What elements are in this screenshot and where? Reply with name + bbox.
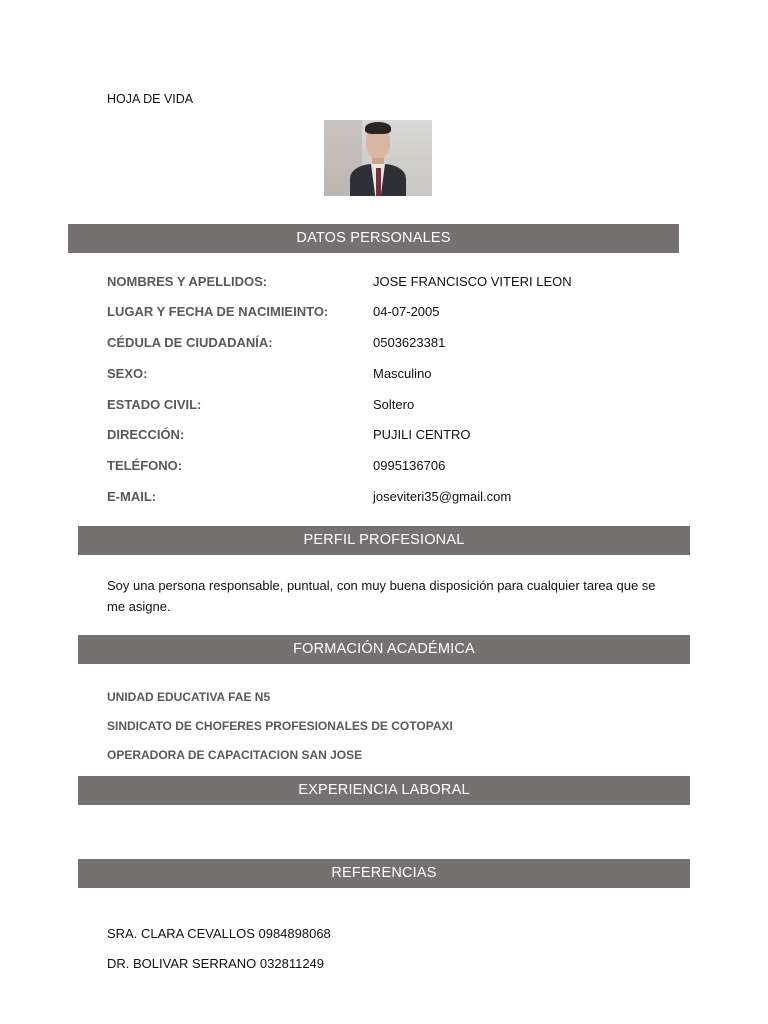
label-nombres: NOMBRES Y APELLIDOS: bbox=[107, 274, 268, 289]
value-estado-civil: Soltero bbox=[373, 397, 415, 412]
education-item: OPERADORA DE CAPACITACION SAN JOSE bbox=[107, 748, 363, 762]
label-sexo: SEXO: bbox=[107, 366, 148, 381]
education-item: SINDICATO DE CHOFERES PROFESIONALES DE COTOPAXI bbox=[107, 719, 453, 733]
value-telefono: 0995136706 bbox=[373, 458, 446, 473]
value-sexo: Masculino bbox=[373, 366, 432, 381]
section-header-formacion-academica: FORMACIÓN ACADÉMICA bbox=[78, 635, 690, 664]
section-header-referencias: REFERENCIAS bbox=[78, 859, 690, 888]
value-email: joseviteri35@gmail.com bbox=[373, 489, 512, 504]
document-title: HOJA DE VIDA bbox=[107, 92, 194, 106]
section-header-perfil-profesional: PERFIL PROFESIONAL bbox=[78, 526, 690, 555]
reference-item: DR. BOLIVAR SERRANO 032811249 bbox=[107, 956, 325, 971]
section-header-experiencia-laboral: EXPERIENCIA LABORAL bbox=[78, 776, 690, 805]
label-direccion: DIRECCIÓN: bbox=[107, 427, 185, 442]
reference-item: SRA. CLARA CEVALLOS 0984898068 bbox=[107, 926, 331, 941]
label-email: E-MAIL: bbox=[107, 489, 157, 504]
education-item: UNIDAD EDUCATIVA FAE N5 bbox=[107, 690, 271, 704]
label-telefono: TELÉFONO: bbox=[107, 458, 183, 473]
value-lugar-fecha: 04-07-2005 bbox=[373, 304, 440, 319]
value-cedula: 0503623381 bbox=[373, 335, 446, 350]
label-estado-civil: ESTADO CIVIL: bbox=[107, 397, 202, 412]
value-nombres: JOSE FRANCISCO VITERI LEON bbox=[373, 274, 572, 289]
profile-photo bbox=[324, 120, 432, 196]
label-cedula: CÉDULA DE CIUDADANÍA: bbox=[107, 335, 273, 350]
label-lugar-fecha: LUGAR Y FECHA DE NACIMIEINTO: bbox=[107, 304, 329, 319]
value-direccion: PUJILI CENTRO bbox=[373, 427, 471, 442]
section-header-datos-personales: DATOS PERSONALES bbox=[68, 224, 679, 253]
perfil-text: Soy una persona responsable, puntual, con muy buena disposición para cualquier tarea que se me asigne. bbox=[107, 578, 656, 614]
